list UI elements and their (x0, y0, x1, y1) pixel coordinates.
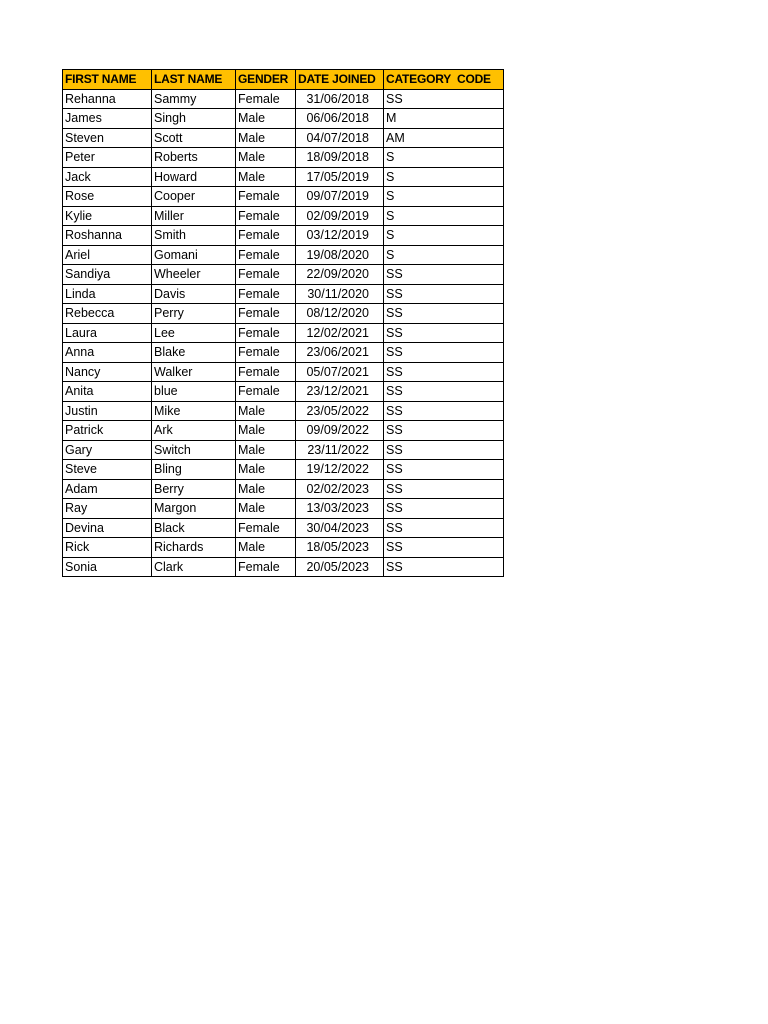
table-row (63, 479, 504, 499)
date-joined-cell[interactable]: 18/09/2018 (296, 148, 384, 168)
date-joined-cell[interactable]: 17/05/2019 (296, 167, 384, 187)
category-code-cell[interactable]: SS (384, 323, 504, 343)
first-name-cell[interactable]: Devina (63, 518, 152, 538)
date-joined-cell[interactable]: 30/11/2020 (296, 284, 384, 304)
header-category-code[interactable]: CATEGORY CODE (384, 70, 504, 90)
date-joined-cell[interactable]: 13/03/2023 (296, 499, 384, 519)
first-name-cell[interactable]: Jack (63, 167, 152, 187)
table-row (63, 128, 504, 148)
gender-cell[interactable]: Female (236, 89, 296, 109)
category-code-cell[interactable]: SS (384, 421, 504, 441)
last-name-cell[interactable]: Sammy (152, 89, 236, 109)
gender-cell[interactable]: Female (236, 187, 296, 207)
category-code-cell[interactable]: SS (384, 401, 504, 421)
table-row (63, 518, 504, 538)
category-code-cell[interactable]: SS (384, 440, 504, 460)
category-code-cell[interactable]: SS (384, 557, 504, 577)
date-joined-cell[interactable]: 05/07/2021 (296, 362, 384, 382)
gender-cell[interactable]: Male (236, 167, 296, 187)
last-name-cell[interactable]: Davis (152, 284, 236, 304)
date-joined-cell[interactable]: 09/09/2022 (296, 421, 384, 441)
first-name-cell[interactable]: Anna (63, 343, 152, 363)
category-code-cell[interactable]: S (384, 148, 504, 168)
first-name-cell[interactable]: Laura (63, 323, 152, 343)
date-joined-cell[interactable]: 03/12/2019 (296, 226, 384, 246)
table-row (63, 109, 504, 129)
date-joined-cell[interactable]: 23/05/2022 (296, 401, 384, 421)
last-name-cell[interactable]: Berry (152, 479, 236, 499)
date-joined-cell[interactable]: 19/08/2020 (296, 245, 384, 265)
category-code-cell[interactable]: SS (384, 499, 504, 519)
table-row (63, 440, 504, 460)
gender-cell[interactable]: Male (236, 538, 296, 558)
header-date-joined[interactable]: DATE JOINED (296, 70, 384, 90)
date-joined-cell[interactable]: 04/07/2018 (296, 128, 384, 148)
first-name-cell[interactable]: Adam (63, 479, 152, 499)
first-name-cell[interactable]: Sonia (63, 557, 152, 577)
date-joined-cell[interactable]: 31/06/2018 (296, 89, 384, 109)
gender-cell[interactable]: Male (236, 421, 296, 441)
gender-cell[interactable]: Male (236, 499, 296, 519)
first-name-cell[interactable]: Gary (63, 440, 152, 460)
gender-cell[interactable]: Male (236, 109, 296, 129)
category-code-cell[interactable]: AM (384, 128, 504, 148)
table-row (63, 284, 504, 304)
date-joined-cell[interactable]: 22/09/2020 (296, 265, 384, 285)
first-name-cell[interactable]: Anita (63, 382, 152, 402)
date-joined-cell[interactable]: 06/06/2018 (296, 109, 384, 129)
first-name-cell[interactable]: Steve (63, 460, 152, 480)
table-row (63, 538, 504, 558)
category-code-cell[interactable]: S (384, 226, 504, 246)
last-name-cell[interactable]: Bling (152, 460, 236, 480)
table-row (63, 343, 504, 363)
category-code-cell[interactable]: S (384, 206, 504, 226)
table-body (63, 89, 504, 577)
gender-cell[interactable]: Male (236, 401, 296, 421)
date-joined-cell[interactable]: 19/12/2022 (296, 460, 384, 480)
category-code-cell[interactable]: SS (384, 538, 504, 558)
table-row (63, 89, 504, 109)
gender-cell[interactable]: Female (236, 557, 296, 577)
date-joined-cell[interactable]: 23/11/2022 (296, 440, 384, 460)
gender-cell[interactable]: Female (236, 382, 296, 402)
last-name-cell[interactable]: Walker (152, 362, 236, 382)
header-first-name[interactable]: FIRST NAME (63, 70, 152, 90)
category-code-cell[interactable]: SS (384, 382, 504, 402)
table-row (63, 148, 504, 168)
last-name-cell[interactable]: Miller (152, 206, 236, 226)
first-name-cell[interactable]: Rebecca (63, 304, 152, 324)
gender-cell[interactable]: Male (236, 460, 296, 480)
date-joined-cell[interactable]: 23/12/2021 (296, 382, 384, 402)
gender-cell[interactable]: Female (236, 343, 296, 363)
header-gender[interactable]: GENDER (236, 70, 296, 90)
first-name-cell[interactable]: Peter (63, 148, 152, 168)
last-name-cell[interactable]: Ark (152, 421, 236, 441)
gender-cell[interactable]: Female (236, 304, 296, 324)
last-name-cell[interactable]: Wheeler (152, 265, 236, 285)
header-row (63, 70, 504, 90)
category-code-cell[interactable]: SS (384, 518, 504, 538)
category-code-cell[interactable]: S (384, 187, 504, 207)
first-name-cell[interactable]: Rehanna (63, 89, 152, 109)
table-row (63, 401, 504, 421)
gender-cell[interactable]: Female (236, 226, 296, 246)
table-row (63, 499, 504, 519)
last-name-cell[interactable]: Roberts (152, 148, 236, 168)
category-code-cell[interactable]: SS (384, 479, 504, 499)
first-name-cell[interactable]: Nancy (63, 362, 152, 382)
gender-cell[interactable]: Female (236, 265, 296, 285)
table-row (63, 265, 504, 285)
gender-cell[interactable]: Female (236, 245, 296, 265)
category-code-cell[interactable]: M (384, 109, 504, 129)
gender-cell[interactable]: Male (236, 479, 296, 499)
category-code-cell[interactable]: SS (384, 460, 504, 480)
first-name-cell[interactable]: Ray (63, 499, 152, 519)
first-name-cell[interactable]: Rick (63, 538, 152, 558)
date-joined-cell[interactable]: 18/05/2023 (296, 538, 384, 558)
category-code-cell[interactable]: SS (384, 265, 504, 285)
table-row (63, 421, 504, 441)
first-name-cell[interactable]: Patrick (63, 421, 152, 441)
date-joined-cell[interactable]: 08/12/2020 (296, 304, 384, 324)
last-name-cell[interactable]: Black (152, 518, 236, 538)
table-row (63, 382, 504, 402)
table-row (63, 245, 504, 265)
last-name-cell[interactable]: Margon (152, 499, 236, 519)
table-row (63, 557, 504, 577)
last-name-cell[interactable]: Richards (152, 538, 236, 558)
first-name-cell[interactable]: Justin (63, 401, 152, 421)
first-name-cell[interactable]: Ariel (63, 245, 152, 265)
category-code-cell[interactable]: SS (384, 362, 504, 382)
last-name-cell[interactable]: Smith (152, 226, 236, 246)
table-row (63, 187, 504, 207)
date-joined-cell[interactable]: 12/02/2021 (296, 323, 384, 343)
gender-cell[interactable]: Female (236, 518, 296, 538)
table-row (63, 460, 504, 480)
gender-cell[interactable]: Female (236, 284, 296, 304)
last-name-cell[interactable]: blue (152, 382, 236, 402)
date-joined-cell[interactable]: 09/07/2019 (296, 187, 384, 207)
table-row (63, 226, 504, 246)
gender-cell[interactable]: Female (236, 323, 296, 343)
members-table (62, 69, 504, 577)
date-joined-cell[interactable]: 02/02/2023 (296, 479, 384, 499)
first-name-cell[interactable]: James (63, 109, 152, 129)
table-row (63, 167, 504, 187)
table-row (63, 362, 504, 382)
gender-cell[interactable]: Female (236, 362, 296, 382)
last-name-cell[interactable]: Howard (152, 167, 236, 187)
last-name-cell[interactable]: Blake (152, 343, 236, 363)
last-name-cell[interactable]: Lee (152, 323, 236, 343)
table-row (63, 323, 504, 343)
last-name-cell[interactable]: Perry (152, 304, 236, 324)
gender-cell[interactable]: Male (236, 440, 296, 460)
last-name-cell[interactable]: Scott (152, 128, 236, 148)
first-name-cell[interactable]: Sandiya (63, 265, 152, 285)
table-row (63, 206, 504, 226)
first-name-cell[interactable]: Linda (63, 284, 152, 304)
last-name-cell[interactable]: Singh (152, 109, 236, 129)
category-code-cell[interactable]: SS (384, 89, 504, 109)
last-name-cell[interactable]: Switch (152, 440, 236, 460)
first-name-cell[interactable]: Steven (63, 128, 152, 148)
date-joined-cell[interactable]: 30/04/2023 (296, 518, 384, 538)
gender-cell[interactable]: Male (236, 148, 296, 168)
last-name-cell[interactable]: Gomani (152, 245, 236, 265)
last-name-cell[interactable]: Cooper (152, 187, 236, 207)
last-name-cell[interactable]: Clark (152, 557, 236, 577)
date-joined-cell[interactable]: 02/09/2019 (296, 206, 384, 226)
category-code-cell[interactable]: S (384, 167, 504, 187)
first-name-cell[interactable]: Rose (63, 187, 152, 207)
table-row (63, 304, 504, 324)
category-code-cell[interactable]: SS (384, 304, 504, 324)
date-joined-cell[interactable]: 23/06/2021 (296, 343, 384, 363)
last-name-cell[interactable]: Mike (152, 401, 236, 421)
gender-cell[interactable]: Female (236, 206, 296, 226)
category-code-cell[interactable]: SS (384, 343, 504, 363)
gender-cell[interactable]: Male (236, 128, 296, 148)
category-code-cell[interactable]: S (384, 245, 504, 265)
header-last-name[interactable]: LAST NAME (152, 70, 236, 90)
first-name-cell[interactable]: Roshanna (63, 226, 152, 246)
first-name-cell[interactable]: Kylie (63, 206, 152, 226)
date-joined-cell[interactable]: 20/05/2023 (296, 557, 384, 577)
category-code-cell[interactable]: SS (384, 284, 504, 304)
